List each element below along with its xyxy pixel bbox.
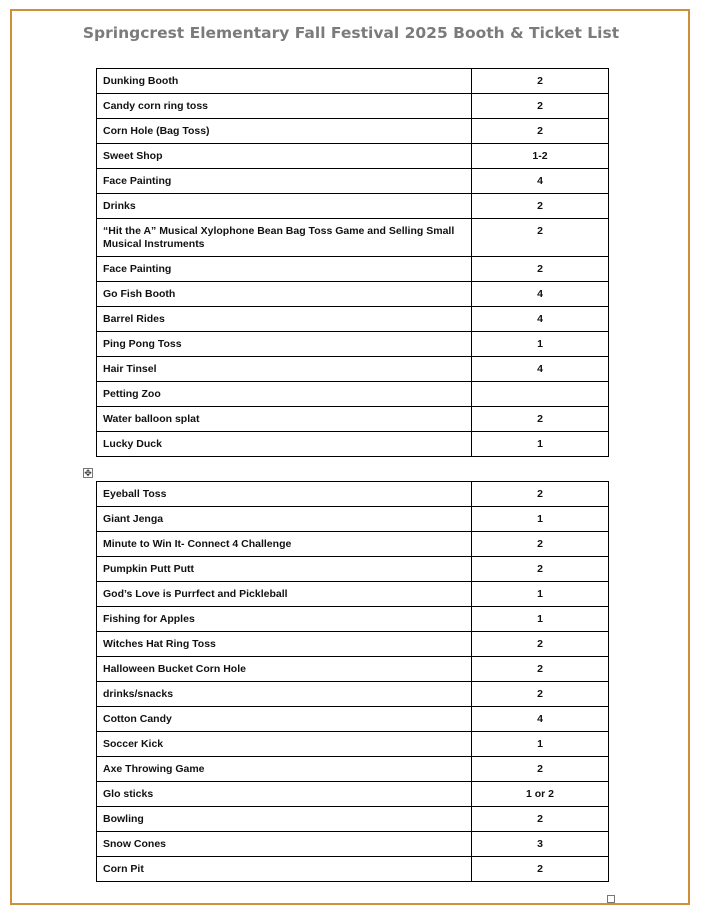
table-resize-handle-icon[interactable] <box>607 895 615 903</box>
booth-name-cell[interactable]: Water balloon splat <box>97 407 472 432</box>
booth-name-cell[interactable]: Go Fish Booth <box>97 282 472 307</box>
table-row <box>97 169 609 194</box>
table-row <box>97 657 609 682</box>
table-row <box>97 407 609 432</box>
ticket-count-cell[interactable] <box>472 382 609 407</box>
booth-name-cell[interactable]: Glo sticks <box>97 782 472 807</box>
ticket-count-cell[interactable]: 1 <box>472 332 609 357</box>
ticket-count-cell[interactable]: 1 <box>472 432 609 457</box>
ticket-count-cell[interactable]: 2 <box>472 757 609 782</box>
booth-name-cell[interactable]: Sweet Shop <box>97 144 472 169</box>
booth-name-cell[interactable]: Cotton Candy <box>97 707 472 732</box>
booth-name-cell[interactable]: Hair Tinsel <box>97 357 472 382</box>
ticket-count-cell[interactable]: 2 <box>472 119 609 144</box>
ticket-count-cell[interactable]: 2 <box>472 257 609 282</box>
booth-name-cell[interactable]: Face Painting <box>97 169 472 194</box>
ticket-count-cell[interactable]: 2 <box>472 532 609 557</box>
ticket-count-cell[interactable]: 2 <box>472 94 609 119</box>
ticket-count-cell[interactable]: 3 <box>472 832 609 857</box>
table-row <box>97 782 609 807</box>
table-row <box>97 532 609 557</box>
booth-name-cell[interactable]: Candy corn ring toss <box>97 94 472 119</box>
table-move-handle-icon[interactable]: ✥ <box>84 468 92 478</box>
booth-name-cell[interactable]: Minute to Win It- Connect 4 Challenge <box>97 532 472 557</box>
booth-name-cell[interactable]: Face Painting <box>97 257 472 282</box>
table-row <box>97 807 609 832</box>
booth-name-cell[interactable]: “Hit the A” Musical Xylophone Bean Bag Toss Game and Selling Small Musical Instruments <box>97 219 472 257</box>
ticket-count-cell[interactable]: 1 <box>472 582 609 607</box>
booth-name-cell[interactable]: Giant Jenga <box>97 507 472 532</box>
table-row <box>97 282 609 307</box>
booth-name-cell[interactable]: Lucky Duck <box>97 432 472 457</box>
table-row <box>97 757 609 782</box>
booth-name-cell[interactable]: Corn Pit <box>97 857 472 882</box>
booth-name-cell[interactable]: Ping Pong Toss <box>97 332 472 357</box>
booth-name-cell[interactable]: drinks/snacks <box>97 682 472 707</box>
ticket-count-cell[interactable]: 2 <box>472 219 609 257</box>
ticket-count-cell[interactable]: 2 <box>472 194 609 219</box>
ticket-count-cell[interactable]: 2 <box>472 657 609 682</box>
booth-name-cell[interactable]: God’s Love is Purrfect and Pickleball <box>97 582 472 607</box>
booth-name-cell[interactable]: Halloween Bucket Corn Hole <box>97 657 472 682</box>
table-row <box>97 332 609 357</box>
table-row <box>97 732 609 757</box>
ticket-count-cell[interactable]: 2 <box>472 557 609 582</box>
booth-name-cell[interactable]: Corn Hole (Bag Toss) <box>97 119 472 144</box>
booth-table-2[interactable] <box>96 481 609 882</box>
table-row <box>97 857 609 882</box>
ticket-count-cell[interactable]: 2 <box>472 682 609 707</box>
booth-name-cell[interactable]: Soccer Kick <box>97 732 472 757</box>
text-cursor <box>608 693 609 707</box>
ticket-count-cell[interactable]: 4 <box>472 282 609 307</box>
booth-table-1[interactable] <box>96 68 609 457</box>
table-row <box>97 482 609 507</box>
booth-name-cell[interactable]: Snow Cones <box>97 832 472 857</box>
table-row <box>97 307 609 332</box>
table-row <box>97 607 609 632</box>
booth-name-cell[interactable]: Witches Hat Ring Toss <box>97 632 472 657</box>
booth-name-cell[interactable]: Pumpkin Putt Putt <box>97 557 472 582</box>
booth-name-cell[interactable]: Barrel Rides <box>97 307 472 332</box>
table-row <box>97 682 609 707</box>
table-row <box>97 94 609 119</box>
ticket-count-cell[interactable]: 2 <box>472 632 609 657</box>
ticket-count-cell[interactable]: 2 <box>472 807 609 832</box>
booth-name-cell[interactable]: Eyeball Toss <box>97 482 472 507</box>
ticket-count-cell[interactable]: 4 <box>472 707 609 732</box>
booth-name-cell[interactable]: Bowling <box>97 807 472 832</box>
booth-name-cell[interactable]: Petting Zoo <box>97 382 472 407</box>
booth-name-cell[interactable]: Axe Throwing Game <box>97 757 472 782</box>
ticket-count-cell[interactable]: 1-2 <box>472 144 609 169</box>
table-row <box>97 69 609 94</box>
table-row <box>97 557 609 582</box>
ticket-count-cell[interactable]: 2 <box>472 482 609 507</box>
ticket-count-cell[interactable]: 4 <box>472 307 609 332</box>
table-row <box>97 382 609 407</box>
booth-name-cell[interactable]: Fishing for Apples <box>97 607 472 632</box>
booth-name-cell[interactable]: Dunking Booth <box>97 69 472 94</box>
ticket-count-cell[interactable]: 1 <box>472 732 609 757</box>
ticket-count-cell[interactable]: 1 <box>472 607 609 632</box>
table-row <box>97 582 609 607</box>
table-row <box>97 507 609 532</box>
table-row <box>97 432 609 457</box>
table-row <box>97 707 609 732</box>
booth-table-1-body <box>97 69 609 457</box>
booth-table-2-body <box>97 482 609 882</box>
ticket-count-cell[interactable]: 4 <box>472 357 609 382</box>
table-row <box>97 832 609 857</box>
table-row <box>97 194 609 219</box>
table-row <box>97 119 609 144</box>
ticket-count-cell[interactable]: 1 or 2 <box>472 782 609 807</box>
table-row <box>97 632 609 657</box>
table-row <box>97 144 609 169</box>
ticket-count-cell[interactable]: 2 <box>472 407 609 432</box>
ticket-count-cell[interactable]: 1 <box>472 507 609 532</box>
ticket-count-cell[interactable]: 4 <box>472 169 609 194</box>
table-row <box>97 219 609 257</box>
booth-name-cell[interactable]: Drinks <box>97 194 472 219</box>
table-row <box>97 357 609 382</box>
page-title: Springcrest Elementary Fall Festival 2025 Booth & Ticket List <box>82 24 620 42</box>
ticket-count-cell[interactable]: 2 <box>472 69 609 94</box>
table-row <box>97 257 609 282</box>
ticket-count-cell[interactable]: 2 <box>472 857 609 882</box>
